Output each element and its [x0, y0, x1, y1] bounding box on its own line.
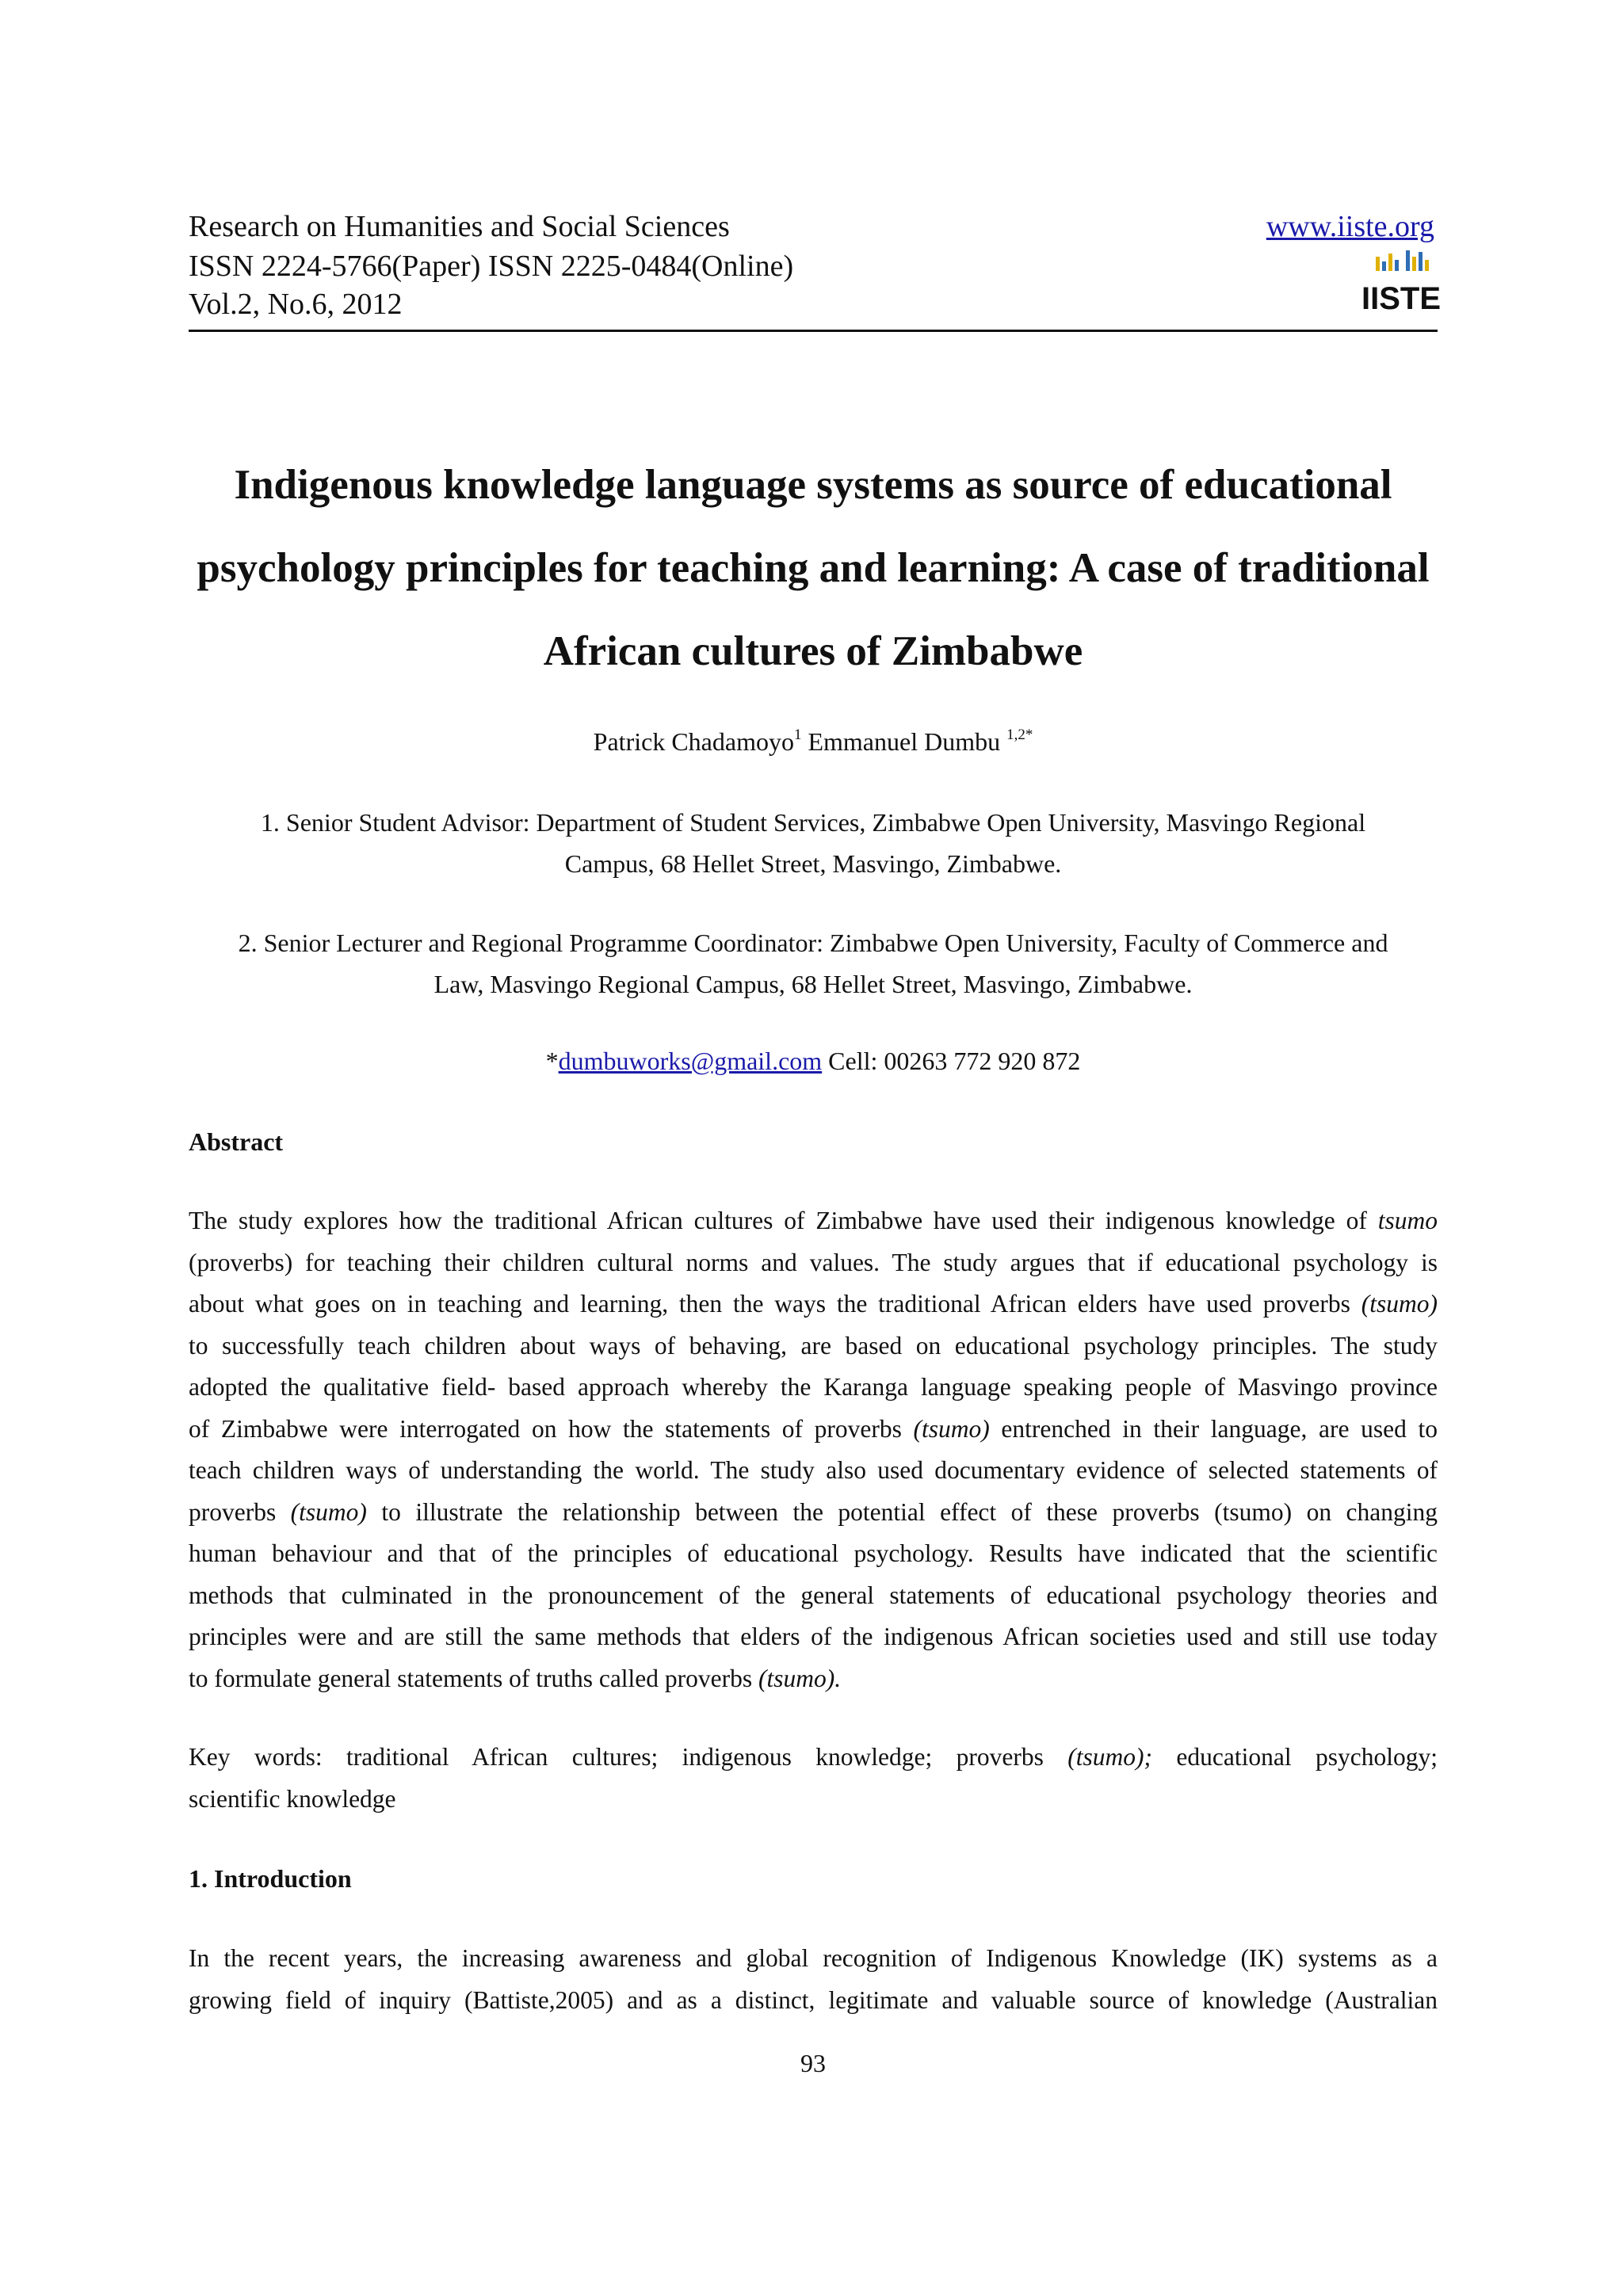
logo-text: IISTE — [1361, 281, 1442, 316]
contact-line — [189, 1044, 1438, 1077]
text-run: human behaviour and that of the principles of educational psychology. Results have indicated that the scientific — [189, 1539, 1438, 1567]
title-line: psychology principles for teaching and learning: A case of traditional — [197, 545, 1430, 591]
text-run: The study explores how the traditional African cultures of Zimbabwe have used their indigenous knowledge of — [189, 1207, 1378, 1234]
abstract-line — [189, 1658, 1438, 1700]
text-run: scientific knowledge — [189, 1784, 396, 1813]
text-run: methods that culminated in the pronouncement of the general statements of educational psychology theories and — [189, 1581, 1438, 1609]
italic-run: (tsumo). — [758, 1664, 842, 1692]
header-rule — [189, 330, 1438, 332]
abstract-line — [189, 1533, 1438, 1575]
text-run: to illustrate the relationship between the potential effect of these proverbs (tsumo) on changing — [366, 1497, 1438, 1526]
text-run: teach children ways of understanding the world. The study also used documentary evidence of selected statements of — [189, 1456, 1438, 1484]
author-1-name: Patrick Chadamoyo — [593, 727, 794, 756]
text-run: to formulate general statements of truths called proverbs — [189, 1664, 759, 1692]
affiliation-1 — [189, 802, 1438, 884]
introduction-heading: 1. Introduction — [189, 1864, 352, 1893]
abstract-body — [189, 1200, 1438, 1699]
text-run: to successfully teach children about ways of behaving, are based on educational psychology principles. The study — [189, 1331, 1438, 1360]
italic-run: (tsumo) — [913, 1414, 990, 1443]
abstract-line — [189, 1200, 1438, 1242]
abstract-line — [189, 1367, 1438, 1409]
text-run: about what goes on in teaching and learning, then the ways the traditional African elders have used proverbs — [189, 1290, 1361, 1318]
author-2-name: Emmanuel Dumbu — [808, 727, 1001, 756]
journal-issn: ISSN 2224-5766(Paper) ISSN 2225-0484(Online) — [189, 250, 794, 283]
corresponding-star: * — [545, 1047, 559, 1075]
journal-header — [189, 208, 1442, 334]
affiliation-line: Law, Masvingo Regional Campus, 68 Hellet Street, Masvingo, Zimbabwe. — [433, 970, 1193, 998]
title-line: Indigenous knowledge language systems as source of educational — [234, 462, 1392, 508]
author-2-affiliation-mark: 1,2* — [1006, 727, 1033, 743]
keywords-block — [189, 1737, 1438, 1820]
text-run: of Zimbabwe were interrogated on how the statements of proverbs — [189, 1414, 914, 1443]
abstract-heading: Abstract — [189, 1127, 284, 1156]
italic-run: (tsumo); — [1067, 1743, 1152, 1771]
iiste-logo-icon — [1361, 249, 1442, 316]
abstract-line — [189, 1492, 1438, 1534]
text-run: proverbs — [189, 1497, 291, 1526]
introduction-line: growing field of inquiry (Battiste,2005) and as a distinct, legitimate and valuable source of knowledge (Australian — [189, 1985, 1438, 2014]
title-line: African cultures of Zimbabwe — [543, 628, 1083, 674]
text-run: (proverbs) for teaching their children cultural norms and values. The study argues that if educational psychology is — [189, 1248, 1438, 1276]
introduction-body — [189, 1938, 1438, 2021]
abstract-line — [189, 1283, 1438, 1325]
abstract-line — [189, 1325, 1438, 1367]
journal-name: Research on Humanities and Social Sciences — [189, 210, 730, 243]
keywords-line — [189, 1737, 1438, 1779]
author-line — [189, 726, 1438, 757]
affiliation-line: Campus, 68 Hellet Street, Masvingo, Zimbabwe. — [564, 849, 1062, 878]
cell-number: Cell: 00263 772 920 872 — [822, 1047, 1081, 1075]
journal-url-link[interactable]: www.iiste.org — [1266, 210, 1434, 243]
page-number: 93 — [800, 2049, 826, 2077]
keywords-line — [189, 1779, 1438, 1821]
affiliation-2 — [189, 922, 1438, 1005]
abstract-line — [189, 1575, 1438, 1617]
abstract-line — [189, 1409, 1438, 1451]
affiliation-line: 1. Senior Student Advisor: Department of Student Services, Zimbabwe Open University, Masvingo Regional — [260, 808, 1366, 837]
paper-title — [182, 444, 1444, 693]
italic-run: tsumo — [1377, 1207, 1438, 1234]
abstract-line — [189, 1616, 1438, 1658]
author-1-affiliation-mark: 1 — [793, 727, 802, 743]
text-run: adopted the qualitative field- based approach whereby the Karanga language speaking people of Masvingo province — [189, 1373, 1438, 1401]
text-run: principles were and are still the same methods that elders of the indigenous African societies used and still use today — [189, 1623, 1438, 1650]
abstract-line — [189, 1242, 1438, 1284]
italic-run: (tsumo) — [1361, 1290, 1438, 1318]
text-run: educational psychology; — [1152, 1743, 1438, 1771]
text-run: Key words: traditional African cultures; indigenous knowledge; proverbs — [189, 1743, 1068, 1771]
journal-volume: Vol.2, No.6, 2012 — [189, 288, 403, 321]
email-link[interactable]: dumbuworks@gmail.com — [558, 1047, 823, 1075]
abstract-line — [189, 1450, 1438, 1492]
affiliation-line: 2. Senior Lecturer and Regional Programme Coordinator: Zimbabwe Open University, Faculty of Commerce and — [238, 929, 1388, 957]
introduction-line: In the recent years, the increasing awareness and global recognition of Indigenous Knowledge (IK) systems as a — [189, 1944, 1438, 1972]
italic-run: (tsumo) — [290, 1497, 367, 1526]
text-run: entrenched in their language, are used to — [989, 1414, 1438, 1443]
